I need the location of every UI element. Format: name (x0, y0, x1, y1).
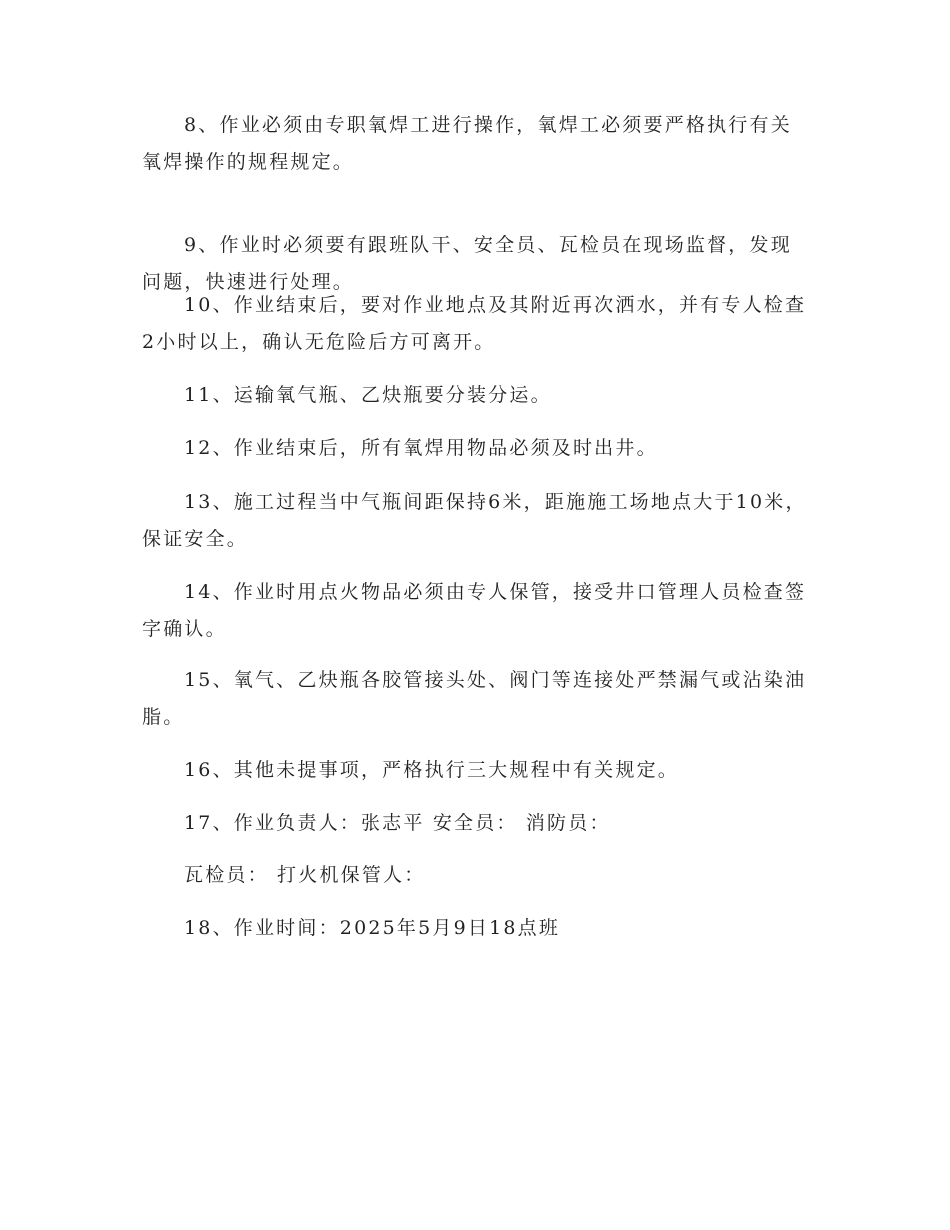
paragraph-item-10: 10、作业结束后，要对作业地点及其附近再次洒水，并有专人检查2小时以上，确认无危险后方可离开。 (142, 294, 807, 353)
paragraph-item-18: 18、作业时间：2025年5月9日18点班 (184, 917, 561, 939)
paragraph-item-13: 13、施工过程当中气瓶间距保持6米，距施施工场地点大于10米，保证安全。 (142, 491, 807, 550)
paragraph-item-11: 11、运输氧气瓶、乙炔瓶要分装分运。 (184, 384, 552, 406)
paragraph-item-16: 16、其他未提事项，严格执行三大规程中有关规定。 (184, 759, 679, 781)
paragraph-item-17: 17、作业负责人：张志平 安全员： 消防员： (184, 812, 611, 834)
paragraph-item-17-continued: 瓦检员： 打火机保管人： (184, 864, 426, 886)
paragraph-item-8: 8、作业必须由专职氧焊工进行操作，氧焊工必须要严格执行有关氧焊操作的规程规定。 (142, 114, 792, 173)
paragraph-item-9: 9、作业时必须要有跟班队干、安全员、瓦检员在现场监督，发现问题，快速进行处理。 (142, 234, 792, 293)
paragraph-item-12: 12、作业结束后，所有氧焊用物品必须及时出井。 (184, 437, 658, 459)
paragraph-item-14: 14、作业时用点火物品必须由专人保管，接受井口管理人员检查签字确认。 (142, 581, 807, 640)
paragraph-item-15: 15、氧气、乙炔瓶各胶管接头处、阀门等连接处严禁漏气或沾染油脂。 (142, 669, 807, 728)
